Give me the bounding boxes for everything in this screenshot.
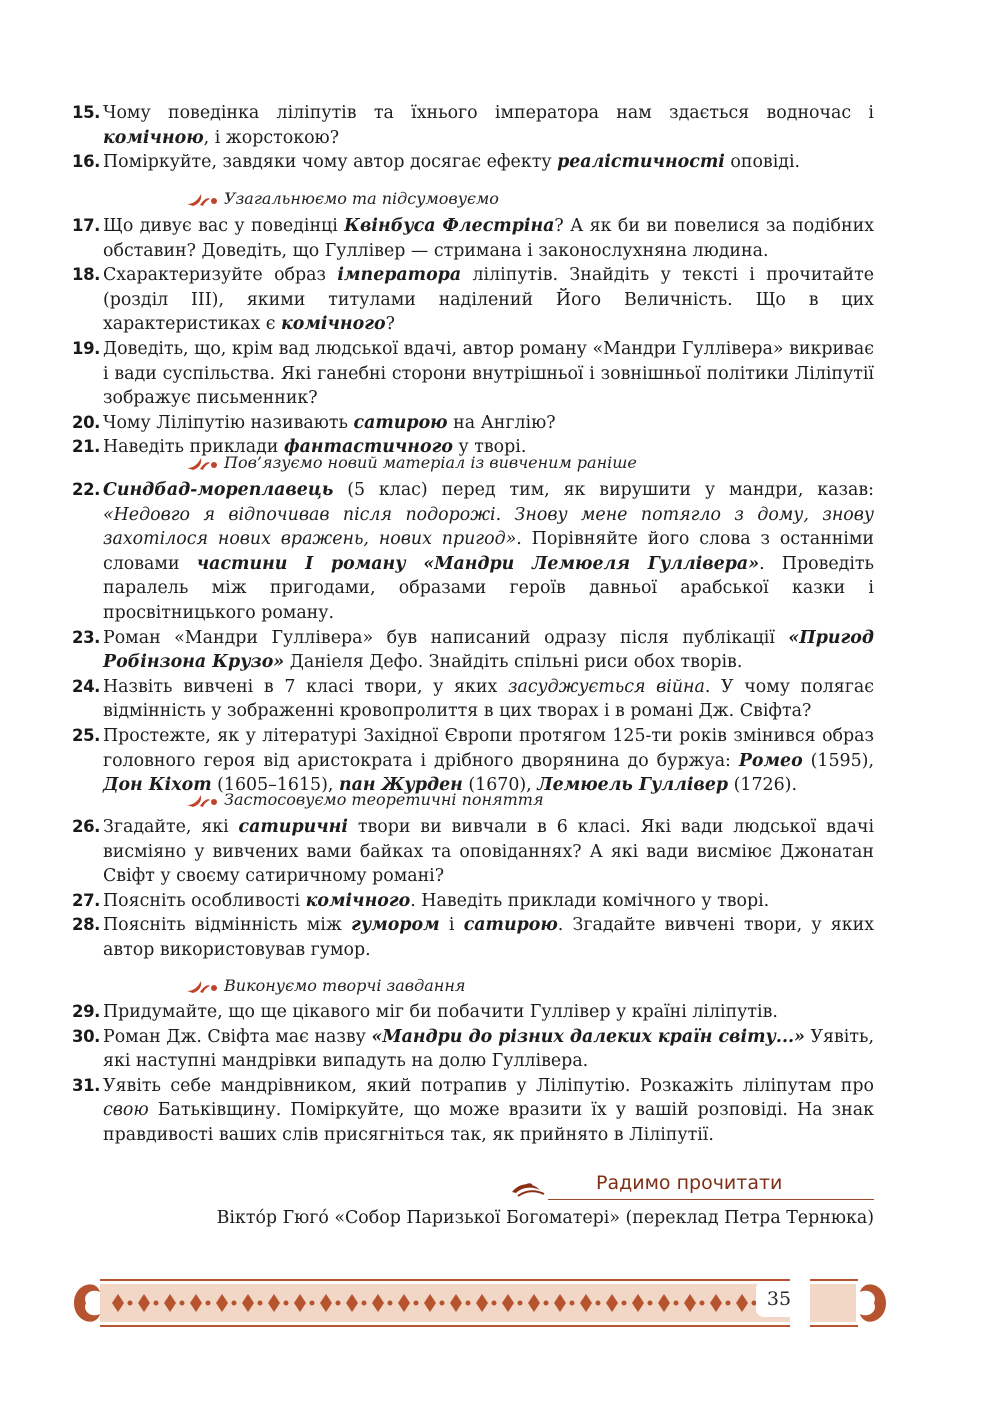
question-text: Придумайте, що ще цікавого міг би побачити Гуллівер у країні ліліпутів. xyxy=(103,1002,778,1022)
question-item xyxy=(72,150,874,175)
leaf-bullet-icon xyxy=(186,977,220,995)
section-heading xyxy=(186,189,499,208)
recommend-underline xyxy=(548,1199,874,1200)
recommended-book: Віктóр Гюгó «Собор Паризької Богоматері» (переклад Петра Тернюка) xyxy=(216,1208,874,1228)
section-title: Узагальнюємо та підсумовуємо xyxy=(224,189,499,208)
question-number: 19. xyxy=(72,338,101,358)
question-number: 15. xyxy=(72,103,101,122)
question-number: 22. xyxy=(72,480,101,499)
question-text: Поясніть відмінність між гумором і сатирою. Згадайте вивчені твори, у яких автор використовував гумор. xyxy=(103,915,875,960)
section-heading xyxy=(186,976,465,995)
question-list xyxy=(72,101,874,175)
question-number: 21. xyxy=(72,437,101,457)
question-item xyxy=(72,1074,874,1148)
leaf-bullet-icon xyxy=(186,190,220,208)
question-text: Що дивує вас у поведінці Квінбуса Флестріна? А як би ви повелися за подібних обставин? Доведіть, що Гуллівер — стримана і законослухняна людина. xyxy=(103,216,874,261)
question-item xyxy=(72,675,874,724)
question-list xyxy=(72,1000,874,1148)
question-number: 26. xyxy=(72,817,101,836)
question-item xyxy=(72,263,874,337)
question-item xyxy=(72,101,874,150)
section-title: Застосовуємо теоретичні поняття xyxy=(224,790,544,809)
question-list xyxy=(72,478,874,798)
section-title: Виконуємо творчі завдання xyxy=(224,976,466,995)
question-text: Поміркуйте, завдяки чому автор досягає ефекту реалістичності оповіді. xyxy=(103,152,801,173)
question-text: Схарактеризуйте образ імператора ліліпутів. Знайдіть у тексті і прочитайте (розділ III), якими титулами наділений Його Величність. Що в цих характеристиках є комічного? xyxy=(103,265,874,335)
question-text: Уявіть себе мандрівником, який потрапив у Ліліпутію. Розкажіть ліліпутам про свою Батьківщину. Поміркуйте, що може вразити їх у вашій розповіді. На знак правдивості ваших слів присягніться так, як прийнято в Ліліпутії. xyxy=(103,1075,874,1145)
question-item xyxy=(72,626,874,675)
question-item xyxy=(72,337,874,411)
question-text: Доведіть, що, крім вад людської вдачі, автор роману «Мандри Гуллівера» викриває і вади суспільства. Які ганебні сторони внутрішньої і зовнішньої політики Ліліпутії зображує письменник? xyxy=(103,338,874,409)
question-item xyxy=(72,724,874,798)
section-heading xyxy=(186,790,544,809)
recommend-heading xyxy=(510,1172,874,1202)
question-item xyxy=(72,889,874,914)
question-number: 24. xyxy=(72,676,101,696)
question-number: 23. xyxy=(72,627,101,647)
question-number: 31. xyxy=(72,1075,101,1095)
recommend-title: Радимо прочитати xyxy=(596,1172,783,1194)
question-text: Наведіть приклади фантастичного у творі. xyxy=(103,437,527,458)
question-number: 17. xyxy=(72,216,101,235)
question-number: 20. xyxy=(72,412,101,432)
question-item xyxy=(72,913,874,962)
question-text: Простежте, як у літературі Західної Європи протягом 125-ти років змінився образ головного героя від аристократа і дрібного дворянина до буржуа: Ромео (1595), Дон Кіхот (1605–1615), пан Журден (1670), Лемюель Гуллівер (1726). xyxy=(103,725,874,796)
question-number: 28. xyxy=(72,915,101,935)
book-leaf-icon xyxy=(510,1178,550,1198)
question-item xyxy=(72,1025,874,1074)
leaf-bullet-icon xyxy=(186,454,220,472)
question-item xyxy=(72,478,874,626)
question-number: 25. xyxy=(72,725,101,745)
question-text: Чому Ліліпутію називають сатирою на Англію? xyxy=(103,412,556,433)
question-item xyxy=(72,411,874,436)
question-number: 27. xyxy=(72,890,101,910)
leaf-bullet-icon xyxy=(186,791,220,809)
question-text: Синдбад-мореплавець (5 клас) перед тим, як вирушити у мандри, казав: «Недовго я відпочивав після подорожі. Знову мене потягло з дому, знову захотілося нових вражень, нових пригод». Порівняйте його слова з останніми словами частини I роману «Мандри Лемюеля Гуллівера». Проведіть паралель між пригодами, образами героїв давньої арабської казки і просвітницького роману. xyxy=(103,480,875,623)
question-list xyxy=(72,815,874,963)
question-text: Роман «Мандри Гуллівера» був написаний одразу після публікації «Пригод Робінзона Крузо» Даніеля Дефо. Знайдіть спільні риси обох творів. xyxy=(103,627,874,673)
question-number: 16. xyxy=(72,152,101,172)
question-text: Роман Дж. Свіфта має назву «Мандри до різних далеких країн світу...» Уявіть, які наступні мандрівки випадуть на долю Гуллівера. xyxy=(103,1026,874,1072)
question-item xyxy=(72,214,874,263)
section-heading xyxy=(186,453,637,472)
question-text: Чому поведінка ліліпутів та їхнього імператора нам здається водночас і комічною, і жорстокою? xyxy=(103,103,874,148)
question-text: Поясніть особливості комічного. Наведіть приклади комічного у творі. xyxy=(103,890,770,911)
page-number: 35 xyxy=(756,1281,802,1317)
question-number: 30. xyxy=(72,1026,101,1046)
question-text: Згадайте, які сатиричні твори ви вивчали в 6 класі. Які вади людської вдачі висміяно у вивчених вами байках та оповіданнях? А які вади висміює Джонатан Свіфт у своєму сатиричному романі? xyxy=(103,817,875,887)
question-text: Назвіть вивчені в 7 класі твори, у яких засуджується війна. У чому полягає відмінність у зображенні кровопролиття в цих творах і в романі Дж. Свіфта? xyxy=(103,676,874,722)
section-title: Пов’язуємо новий матеріал із вивченим раніше xyxy=(224,453,637,472)
question-item xyxy=(72,815,874,889)
question-list xyxy=(72,214,874,460)
question-item xyxy=(72,1000,874,1025)
question-number: 18. xyxy=(72,265,101,285)
question-number: 29. xyxy=(72,1002,101,1021)
